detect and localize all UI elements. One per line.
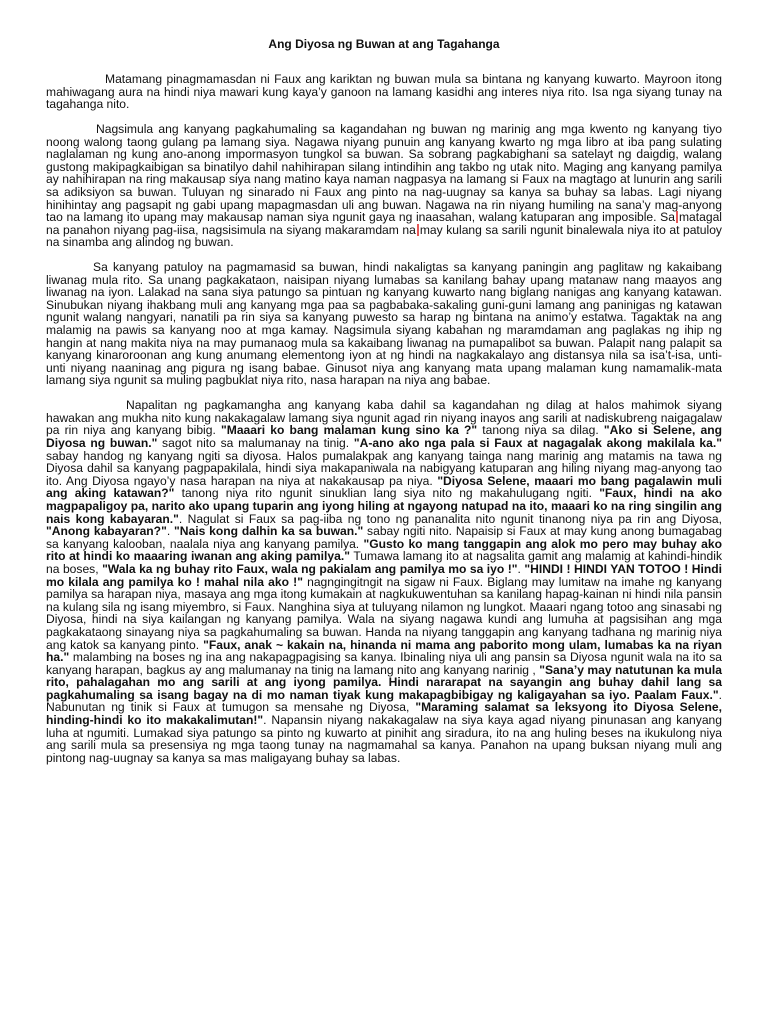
narration-text: malambing na boses ng ina ang nakapagpagising sa kanya. Ibinaling niya uli ang pansin sa Diyosa ngunit wala na ito sa kanyang harapan, bagkus ay ang malumanay na tinig na lamang nito ang kanyang narinig ,: [46, 650, 722, 677]
narration-text: Sa kanyang patuloy na pagmamasid sa buwan, hindi nakaligtas sa kanyang paningin ang paglitaw ng kakaibang liwanag mula rito. Sa unang pagkakataon, naisipan niyang lumabas sa kanilang bahay upang matanaw nang maayos ang liwanag na iyon. Lalakad na sana siya patungo sa pintuan ng kanyang kuwarto nang biglang nanigas ang kanyang katawan. Sinubukan niyang ihakbang muli ang kanyang mga paa sa pagbabaka-sakaling guni-guni lamang ang paninigas ng katawan ngunit walang nangyari, nanatili pa rin siya sa kanyang puwesto sa harap ng bintana na animo’y estatwa. Tagaktak na ang malamig na pawis sa kanyang noo at mga kamay. Nagsimula siyang kabahan ng maramdaman ang paglakas ng ihip ng hangin at nang makita niya na may pumanaog mula sa kakaibang liwanag na pumapalibot sa buwan. Palapit nang palapit sa kanyang kinaroroonan ang kung anumang elementong iyon at ng hindi na nagkakalayo ang distansya nila sa isa’t-isa, unti-unti niyang naaninag ang pigura ng isang babae. Ginusot niya ang kanyang mata upang malaman kung namamalik-mata lamang siya ngunit sa muling pagbuklat niya rito, nasa harapan na niya ang babae.: [46, 260, 722, 388]
dialogue-text: "Maraming salamat sa leksyong ito Diyosa Selene, hinding-hindi ko ito makakalimutan!": [46, 700, 722, 728]
narration-text: Tumawa lamang ito at nagsalita gamit ang malamig at kahindi-hindik na boses,: [46, 549, 722, 576]
dialogue-text: "Wala ka ng buhay rito Faux, wala ng pakialam ang pamilya mo sa iyo !": [102, 561, 518, 576]
dialogue-text: "Faux, hindi na ako magpapaligoy pa, narito ako upang tuparin ang iyong hiling at ngayong natupad na ito, maaari ko na ring singilin ang nais kong kabayaran.": [46, 486, 722, 526]
narration-text: tanong niya sa dilag.: [477, 423, 604, 438]
dialogue-text: "Gusto ko mang tanggapin ang alok mo pero may buhay ako rito at hindi ko maaaring iwanan ang aking pamilya.": [46, 536, 723, 564]
narration-text: Matamang pinagmamasdan ni Faux ang kariktan ng buwan mula sa bintana ng kanyang kuwarto. Mayroon itong mahiwagang aura na hindi niya mawari kung kaya’y ganoon na lamang kasidhi ang interes niya rito. Isa nga siyang tunay na tagahanga nito.: [46, 72, 722, 112]
paragraph: [46, 399, 722, 764]
narration-text: Napalitan ng pagkamangha ang kanyang kaba dahil sa kagandahan ng dilag at halos mahimok siyang hawakan ang mukha nito kung nakakagalaw lamang siya ngunit agad rin niyang inayos ang sarili at nadiskubreng naigagalaw pa rin niya ang kanyang bibig.: [46, 398, 722, 438]
narration-text: nagngingitngit na sigaw ni Faux. Biglang may lumitaw na imahe ng kanyang pamilya sa harapan niya, masaya ang mga itong kumakain at nagkukuwentuhan sa kanilang hapag-kainan ni hindi nila pansin na kulang sila ng isang miyembro, si Faux. Nanghina siya at tuluyang nilamon ng lungkot. Maaari ngang totoo ang sinasabi ng Diyosa, hindi na siya kailangan ng kanyang pamilya. Wala na siyang nagawa kundi ang lumuha at pagsisihan ang mga pagkakataong sinayang niya sa pagkahumaling sa buwan. Handa na niyang tanggapin ang kanyang tadhana ng marinig niya ang katok sa kanyang pinto.: [46, 574, 722, 652]
narration-text: sabay handog ng kanyang ngiti sa diyosa. Halos pumalakpak ang kanyang tainga nang marinig ang matamis na tawa ng Diyosa dahil sa kanyang pagpapakilala, hindi siya makapaniwala na nabigyang katuparan ang hiling niyang mag-anyong tao ito. Ang Diyosa ngayo’y nasa harapan na niya at nakakausap pa niya.: [46, 448, 722, 488]
dialogue-text: "Sana’y may natutunan ka mula rito, pahalagahan mo ang sarili at ang iyong pamilya. Hindi nararapat na sayangin ang buhay dahil lang sa pagkahumaling sa isang bagay na di mo naman tiyak kung makapagbibigay ng kaligayahan sa iyo. Paalam Faux.": [46, 662, 722, 702]
paragraph: [46, 261, 722, 387]
narration-text: . Nagulat si Faux sa pag-iiba ng tono ng pananalita nito ngunit tinanong niya pa rin ang Diyosa,: [178, 511, 722, 526]
dialogue-text: "Ako si Selene, ang Diyosa ng buwan.": [46, 423, 722, 450]
narration-text: . Nabunutan ng tinik si Faux at tumugon sa mensahe ng Diyosa,: [46, 687, 722, 715]
paragraph: [46, 123, 722, 249]
document-body: [46, 73, 722, 764]
paragraph: [46, 73, 722, 111]
document-title: Ang Diyosa ng Buwan at ang Tagahanga: [268, 37, 500, 51]
text-cursor-marker: [676, 211, 678, 223]
text-cursor-marker: [417, 224, 419, 236]
narration-text: . Napansin niyang nakakagalaw na siya kaya agad niyang pinunasan ang kanyang luha at ngumiti. Lumakad siya patungo sa pinto ng kuwarto at pinihit ang siradura, ito na ang huling beses na ikukulong niya ang sarili mula sa presensiya ng mga taong tunay na nagmamahal sa kanya. Panahon na upang buksan niyang muli ang pintong nag-uugnay sa kanya sa mas maligayang buhay sa labas.: [46, 713, 722, 765]
dialogue-text: "A-ano ako nga pala si Faux at nagagalak akong makilala ka.": [353, 436, 722, 450]
narration-text: may kulang sa sarili ngunit binalewala niya ito at patuloy na sinamba ang alindog ng buwan.: [46, 222, 722, 250]
narration-text: tanong niya rito ngunit sinuklian lang siya nito ng makahulugang ngiti.: [174, 486, 600, 501]
dialogue-text: "Maaari ko bang malaman kung sino ka ?": [221, 423, 478, 438]
narration-text: .: [166, 524, 175, 539]
narration-text: Nagsimula ang kanyang pagkahumaling sa kagandahan ng buwan ng marinig ang mga kwento ng kanyang tiyo noong walong taong gulang pa lamang siya. Nagawa niyang punuin ang kanyang kwarto ng mga libro at iba pang sulating naglalaman ng kung ano-anong impormasyon tungkol sa buwan. Sa sobrang pagkabighani sa satelayt ng daigdig, walang gustong makipagkaibigan sa binatilyo dahil nahihirapan silang intindihin ang takbo ng utak nito. Maging ang kanyang pamilya ay nahihirapan na ring makausap siya nang matino kaya naman nagpasya na lamang si Faux na magtago at lunurin ang sarili sa adiksiyon sa buwan. Tuluyan ng sinarado ni Faux ang pinto na nag-uugnay sa kanya sa buhay sa labas. Lagi niyang hinihintay ang pagsapit ng gabi upang mapagmasdan uli ang buwan. Nagawa na rin niyang humiling na sana’y mag-anyong tao na lamang ito upang may makausap naman siya ngunit gaya ng inaasahan, walang katuparan ang imposible. Sa: [46, 121, 722, 225]
dialogue-text: "Nais kong dalhin ka sa buwan.": [174, 524, 364, 539]
dialogue-text: "Anong kabayaran?": [46, 524, 167, 539]
narration-text: matagal na panahon niyang pag-iisa, nagsisimula na siyang makaramdam na: [46, 210, 722, 237]
dialogue-text: "Faux, anak ~ kakain na, hinanda ni mama ang paborito mong ulam, lumabas ka na riyan ha.": [46, 637, 723, 665]
narration-text: sagot nito sa malumanay na tinig.: [157, 436, 354, 450]
dialogue-text: "HINDI ! HINDI YAN TOTOO ! Hindi mo kilala ang pamilya ko ! mahal nila ako !": [46, 561, 722, 589]
dialogue-text: "Diyosa Selene, maaari mo bang pagalawin muli ang aking katawan?": [46, 473, 722, 501]
narration-text: .: [517, 561, 525, 576]
narration-text: sabay ngiti nito. Napaisip si Faux at may kung anong bumagabag sa kanyang kalooban, naalala niya ang kanyang pamilya.: [46, 524, 723, 551]
